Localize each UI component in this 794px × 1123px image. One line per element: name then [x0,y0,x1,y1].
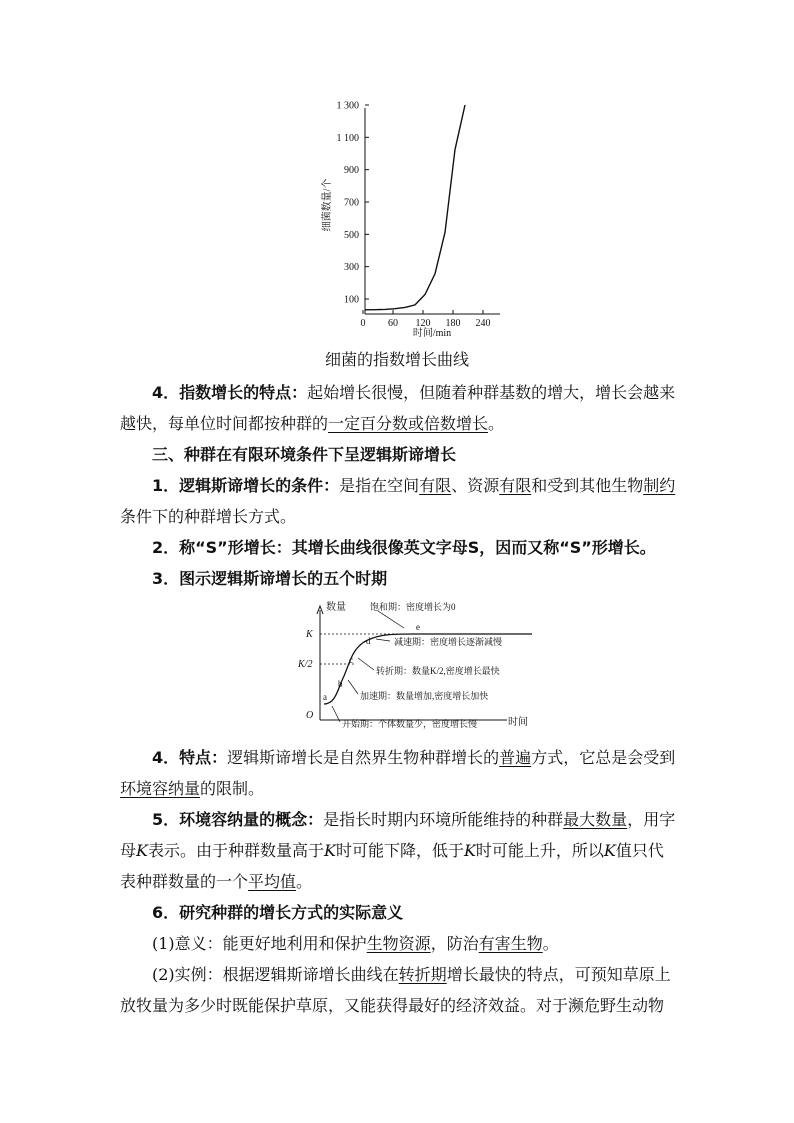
point-b: b [338,679,343,689]
text-run: 、资源 [451,476,500,495]
text-run: 的限制。 [200,779,265,798]
text-run: 逻辑斯谛增长是自然界生物种群增长的 [227,748,500,767]
significance-heading: 6．研究种群的增长方式的实际意义 [152,903,404,922]
carrying-capacity-paragraph [120,804,676,897]
diagram-y-label: 数量 [326,602,346,613]
text-run: (1)意义：能更好地利用和保护 [152,934,367,953]
text-run: (2)实例：根据逻辑斯谛增长曲线在 [152,965,399,984]
text-run: 是指长时期内环境所能维持的种群 [323,810,564,829]
point-c: c [349,655,353,665]
start-annotation: 开始期：个体数量少，密度增长慢 [342,719,478,729]
text-run: 。 [542,934,559,953]
turning-annotation: 转折期：数量K/2,密度增长最快 [376,666,500,676]
k2-label: K/2 [298,659,313,670]
exponential-growth-chart [0,0,794,345]
y-tick-label: 1 100 [336,132,359,144]
text-run: 条件下的种群增长方式。 [120,507,297,526]
significance-paragraph [120,928,676,959]
y-ticks [337,101,370,306]
origin-label: O [306,710,314,721]
text-run: 和受到其他生物 [531,476,644,495]
text-run: 时可能上升，所以 [475,841,604,860]
decelerating-annotation: 减速期：密度增长逐渐减慢 [394,637,503,647]
item-number: 4． [152,383,180,402]
x-tick-label: 60 [388,318,398,329]
y-tick-label: 300 [344,262,359,274]
item-number: 5． [152,810,180,829]
underlined-answer: 最大数量 [563,810,628,829]
text-run: ，用字母 [120,810,676,860]
item-heading: 逻辑斯谛增长的条件： [179,476,340,495]
saturation-annotation: 饱和期：密度增长为0 [370,602,456,612]
point-e: e [416,622,420,632]
text-run: 。 [488,414,505,433]
k-label: K [306,629,313,640]
chart-axes [365,108,500,314]
underlined-answer: 有限 [499,476,532,495]
text-run: 时可能下降，低于 [335,841,464,860]
chart-caption: 细菌的指数增长曲线 [324,350,469,369]
item-heading: 环境容纳量的概念： [179,810,324,829]
diagram-x-label: 时间 [508,717,528,728]
y-tick-label: 700 [344,197,359,209]
text-run: 增长最快的特点，可预知草原上放牧量为多少时既能保护草原，又能获得最好的经济效益。对于濒危野生动物 [120,965,671,1015]
y-tick-label: 500 [344,229,359,241]
item-number: 1． [152,476,180,495]
item-number: 4． [152,748,180,767]
text-run: ，防治 [430,934,479,953]
x-tick-label: 180 [445,318,461,329]
point-a: a [323,692,327,702]
accelerating-annotation: 加速期：数量增加,密度增长加快 [360,691,489,701]
text-run: 表示。由于种群数量高于 [147,841,324,860]
diagram-heading: 3．图示逻辑斯谛增长的五个时期 [152,569,388,588]
item-heading: 指数增长的特点： [179,383,308,402]
underlined-answer: 普遍 [499,748,532,767]
example-paragraph [120,959,676,1021]
x-tick-label: 0 [360,318,366,329]
y-tick-label: 100 [344,294,359,306]
underlined-answer: 制约 [643,476,676,495]
underlined-answer: 平均值 [248,872,297,891]
x-tick-label: 120 [415,318,431,329]
text-run: 。 [296,872,313,891]
growth-curve [365,105,465,310]
k-symbol: K [136,841,148,860]
underlined-answer: 一定百分数或倍数增长 [328,414,489,433]
underlined-answer: 有害生物 [478,934,543,953]
diagram-axes [317,606,507,720]
x-tick-label: 240 [475,318,491,329]
text-run: 起始增长很慢，但随着种群基数的增大，增长会越来越快，每单位时间都按种群的 [120,383,676,433]
text-run: 值只代表种群数量的一个 [120,841,664,891]
k-symbol: K [463,841,476,860]
x-axis-label: 时间/min [412,328,452,339]
k-symbol: K [323,841,336,860]
section-heading: 三、种群在有限环境条件下呈逻辑斯谛增长 [152,445,457,464]
logistic-condition-paragraph [120,470,676,532]
point-d: d [366,636,371,646]
s-growth-paragraph: 2．称“S”形增长：其增长曲线很像英文字母S，因而又称“S”形增长。 [152,538,656,557]
y-tick-label: 1 300 [336,100,359,112]
exponential-feature-paragraph [120,377,676,439]
x-ticks [361,310,491,329]
y-tick-label: 900 [344,165,359,177]
text-run: 是指在空间 [339,476,420,495]
logistic-feature-paragraph [120,742,676,804]
y-axis-label: 细菌数量/个 [322,178,333,232]
text-run: 方式，它总是会受到 [531,748,676,767]
underlined-answer: 生物资源 [366,934,431,953]
underlined-answer: 有限 [419,476,452,495]
underlined-answer: 转折期 [398,965,447,984]
underlined-answer: 环境容纳量 [120,779,201,798]
logistic-growth-diagram [292,596,552,731]
k-symbol: K [603,841,616,860]
item-heading: 特点： [179,748,228,767]
